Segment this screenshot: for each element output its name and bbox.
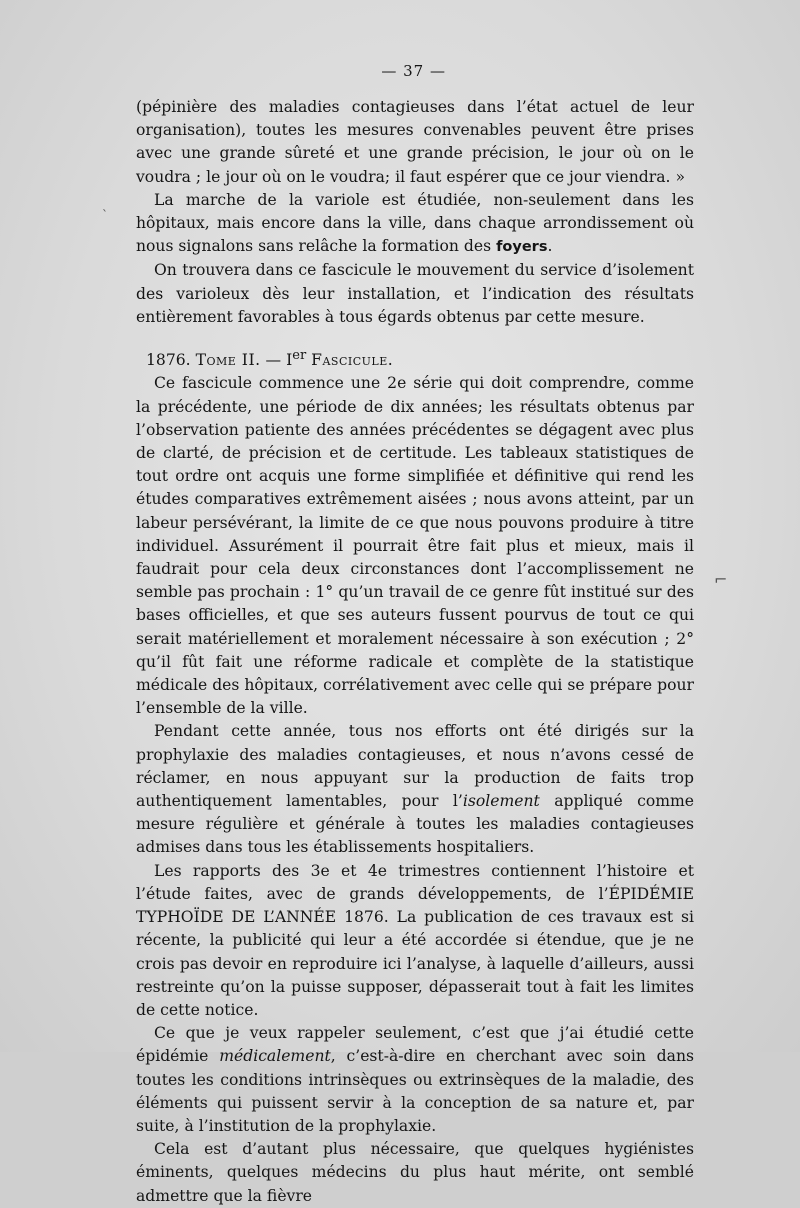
paragraph-7-end: , c’est-à-dire en cherchant avec soin dans toutes les conditions intrinsèques ou extrinsèques de la maladie, des éléments qui puissent servir à la conception de sa nature et, par suite, à l’institution de la prophylaxie. xyxy=(136,1047,694,1135)
medicalement-italic: médicalement xyxy=(219,1047,331,1066)
paragraph-3: On trouvera dans ce fascicule le mouvement du service d’isolement des varioleux dès leur installation, et l’indication des résultats entièrement favorables à tous égards obtenus par cette mesure. xyxy=(136,261,694,326)
paragraph-5-text: Pendant cette année, tous nos efforts ont été dirigés sur la prophylaxie des maladies contagieuses, et nous n’avons cessé de réclamer, en nous appuyant sur la production de faits trop authentiquement lamentables, pour l’ xyxy=(136,722,694,811)
paragraph-7-text: Ce que je veux rappeler seulement, c’est que j’ai étudié cette épidémie xyxy=(136,1024,694,1066)
paragraph-5 xyxy=(136,720,694,859)
paragraph-6: Les rapports des 3e et 4e trimestres contiennent l’histoire et l’étude faites, avec de grands développements, de l’ÉPIDÉMIE TYPHOÏDE DE L’ANNÉE 1876. La publication de ces travaux est si récente, la publicité qui leur a été accordée si étendue, que je ne crois pas devoir en reproduire ici l’analyse, à laquelle d’ailleurs, aussi restreinte qu’on la puisse supposer, dépasserait tout à fait les limites de cette notice. xyxy=(136,861,694,1019)
paragraph-2-end: . xyxy=(547,237,553,256)
foyers-bold: foyers xyxy=(496,239,548,256)
paragraph-7 xyxy=(136,1022,694,1138)
section-heading xyxy=(136,344,694,372)
paragraph-1: (pépinière des maladies contagieuses dans l’état actuel de leur organisation), toutes les mesures convenables peuvent être prises avec une grande sûreté et une grande précision, le jour où on le voudra ; le jour où on le voudra; il faut espérer que ce jour viendra. » xyxy=(136,98,694,186)
section-fascicle-number: I xyxy=(286,351,293,370)
paragraph-2 xyxy=(136,189,694,260)
isolement-italic: isolement xyxy=(462,792,540,811)
section-fascicle-superscript: er xyxy=(292,348,307,364)
paragraph-4: Ce fascicule commence une 2e série qui doit comprendre, comme la précédente, une période de dix années; les résultats obtenus par l’observation patiente des années précédentes se dégagent avec plus de clarté, de précision et de certitude. Les tableaux statistiques de tout ordre ont acquis une forme simplifiée et définitive qui rend les études comparatives extrêmement aisées ; nous avons atteint, par un labeur persévérant, la limite de ce que nous pouvons produire à titre individuel. Assurément il pourrait être fait plus et mieux, mais il faudrait pour cela deux circonstances dont l’accomplissement ne semble pas prochain : 1° qu’un travail de ce genre fût institué sur des bases officielles, et que ses auteurs fussent pourvus de tout ce qui serait matériellement et moralement nécessaire à son exécution ; 2° qu’il fût fait une réforme radicale et complète de la statistique médicale des hôpitaux, corrélativement avec celle qui se prépare pour l’ensemble de la ville. xyxy=(136,374,694,718)
section-tome: Tome II. xyxy=(195,351,261,370)
page-number: — 37 — xyxy=(381,62,446,80)
margin-tick-mark: ˋ xyxy=(102,208,108,222)
section-fascicle: Fascicule. xyxy=(311,351,394,370)
paragraph-5-end: appliqué comme mesure régulière et générale à toutes les maladies contagieuses admises dans tous les établissements hospitaliers. xyxy=(136,792,695,857)
section-dash: — xyxy=(265,351,282,370)
margin-pencil-mark: ⌐ xyxy=(714,570,728,589)
paragraph-8: Cela est d’autant plus nécessaire, que quelques hygiénistes éminents, quelques médecins du plus haut mérite, ont semblé admettre que la fièvre xyxy=(136,1140,694,1205)
body-text xyxy=(136,96,694,1208)
section-year: 1876. xyxy=(146,351,191,370)
paragraph-2-text: La marche de la variole est étudiée, non-seulement dans les hôpitaux, mais encore dans la ville, dans chaque arrondissement où nous signalons sans relâche la formation des xyxy=(136,190,694,256)
